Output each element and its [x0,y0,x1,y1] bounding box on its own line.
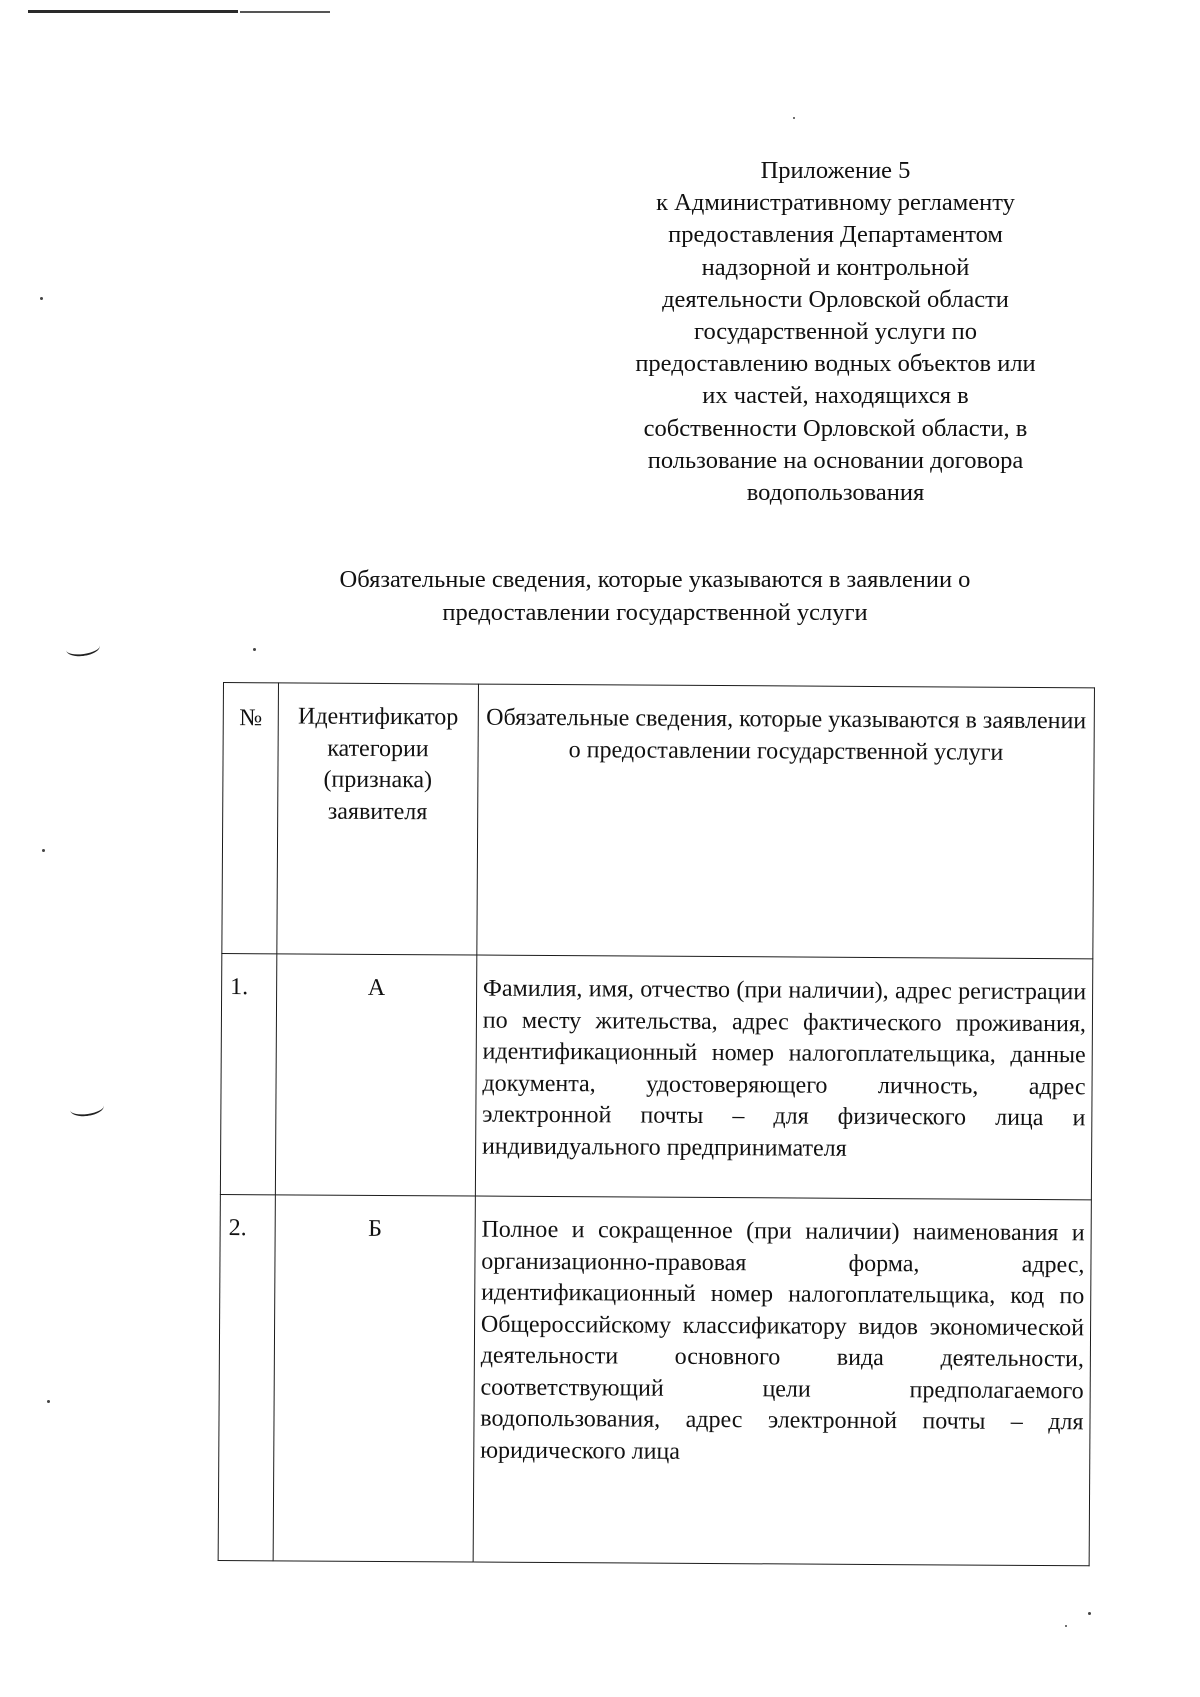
table-row [218,1194,1091,1565]
appendix-line: предоставления Департаментом [668,221,1003,249]
scan-speck [253,648,256,651]
appendix-line: деятельности Орловской области [662,285,1009,313]
appendix-line: Приложение 5 [760,157,911,184]
appendix-line: пользование на основании договора [647,446,1024,474]
row-required-info: Полное и сокращенное (при наличии) наименования и организационно-правовая форма, адрес, идентификационный номер налогоплательщика, код по Общероссийскому классификатору видов экономической деятельности основного вида деятельности, соответствующий цели предполагаемого водопользования, адрес электронной почты – для юридического лица [473,1196,1091,1566]
scan-speck [1088,1612,1091,1615]
appendix-line: собственности Орловской области, в [643,414,1028,442]
document-heading [295,563,1015,629]
appendix-line: предоставлению водных объектов или [635,350,1036,378]
requirements-table [218,682,1095,1566]
appendix-line: водопользования [746,479,925,507]
row-number: 2. [218,1194,275,1560]
appendix-line: государственной услуги по [694,318,977,346]
appendix-line: к Административному регламенту [656,189,1015,217]
appendix-line: их частей, находящихся в [702,382,969,410]
scan-mark [65,638,101,659]
appendix-line: надзорной и контрольной [701,253,970,281]
table-header-row [222,683,1095,959]
scan-speck [47,1400,50,1403]
scan-edge-line [28,10,238,13]
header-number: № [222,683,279,954]
scan-speck [40,297,43,300]
table-row [220,953,1092,1199]
scan-speck [793,117,795,119]
scan-speck [1065,1625,1067,1627]
scan-edge-line [240,11,330,13]
header-category-id: Идентификатор категории (признака) заявителя [277,683,479,955]
header-required-info: Обязательные сведения, которые указываются в заявлении о предоставлении государственной услуги [477,684,1095,959]
row-category-id: Б [273,1195,475,1562]
heading-line: предоставлении государственной услуги [442,599,868,626]
row-required-info: Фамилия, имя, отчество (при наличии), адрес регистрации по месту жительства, адрес фактического проживания, идентификационный номер налогоплательщика, данные документа, удостоверяющего личность, адрес электронной почты – для физического лица и индивидуального предпринимателя [475,955,1093,1200]
row-number: 1. [220,953,276,1194]
row-category-id: А [275,954,476,1196]
appendix-note [598,155,1073,509]
scan-speck [42,849,45,852]
heading-line: Обязательные сведения, которые указываются в заявлении о [339,566,971,593]
scan-mark [69,1098,105,1119]
